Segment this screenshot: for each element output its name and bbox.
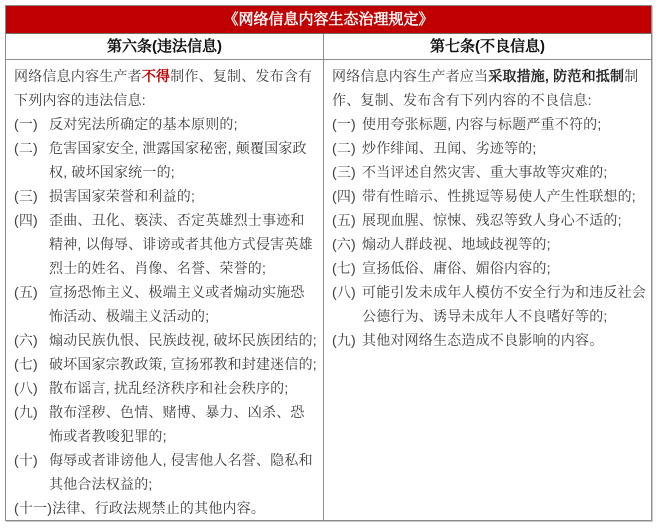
list-item <box>332 256 646 280</box>
item-number: (一) <box>332 116 356 132</box>
item-number: (三) <box>14 188 38 204</box>
list-item <box>14 496 318 520</box>
item-number: (二) <box>14 140 38 156</box>
intro-emphasis: 采取措施, 防范和抵制 <box>488 68 625 84</box>
item-number: (七) <box>14 356 38 372</box>
list-item <box>332 232 646 256</box>
item-number: (六) <box>14 332 38 348</box>
list-item <box>332 280 646 328</box>
column-header-row <box>6 34 651 60</box>
list-item <box>14 376 318 400</box>
item-number: (二) <box>332 140 356 156</box>
item-text: 可能引发未成年人模仿不安全行为和违反社会公德行为、诱导未成年人不良嗜好等的; <box>362 284 646 324</box>
item-number: (十一) <box>14 500 53 516</box>
column-header-article6: 第六条(违法信息) <box>6 34 323 59</box>
item-number: (一) <box>14 116 38 132</box>
item-text: 损害国家荣誉和利益的; <box>49 188 196 204</box>
intro-emphasis: 不得 <box>141 68 171 84</box>
item-text: 破坏国家宗教政策, 宣扬邪教和封建迷信的; <box>49 356 317 372</box>
list-item <box>332 328 646 352</box>
item-text: 煽动民族仇恨、民族歧视, 破坏民族团结的; <box>49 332 317 348</box>
table-body-row <box>6 60 651 520</box>
item-text: 散布淫秽、色情、赌博、暴力、凶杀、恐怖或者教唆犯罪的; <box>49 404 305 444</box>
list-item <box>332 160 646 184</box>
item-number: (九) <box>14 404 38 420</box>
list-item <box>332 112 646 136</box>
item-number: (四) <box>332 188 356 204</box>
intro-paragraph <box>14 64 318 112</box>
intro-paragraph <box>332 64 646 112</box>
item-text: 炒作绯闻、丑闻、劣迹等的; <box>362 140 537 156</box>
item-text: 法律、行政法规禁止的其他内容。 <box>52 500 266 516</box>
list-item <box>332 208 646 232</box>
item-text: 不当评述自然灾害、重大事故等灾难的; <box>362 164 608 180</box>
list-item <box>14 328 318 352</box>
intro-text: 网络信息内容生产者 <box>14 68 142 84</box>
column-header-article7: 第七条(不良信息) <box>323 34 651 59</box>
article7-cell <box>323 60 651 520</box>
item-number: (七) <box>332 260 356 276</box>
list-item <box>332 184 646 208</box>
item-text: 宣扬低俗、庸俗、媚俗内容的; <box>362 260 551 276</box>
item-number: (十) <box>14 452 38 468</box>
item-text: 歪曲、丑化、亵渎、否定英雄烈士事迹和精神, 以侮辱、诽谤或者其他方式侵害英雄烈士的姓名、肖像、名誉、荣誉的; <box>49 212 313 276</box>
list-item <box>14 448 318 496</box>
intro-text: 网络信息内容生产者应当 <box>332 68 489 84</box>
item-number: (五) <box>332 212 356 228</box>
list-item <box>14 208 318 280</box>
item-text: 煽动人群歧视、地域歧视等的; <box>362 236 551 252</box>
intro-text: 制作、复制、发布含有下列内容的不良信息: <box>332 68 639 108</box>
item-text: 带有性暗示、性挑逗等易使人产生性联想的; <box>362 188 636 204</box>
item-text: 其他对网络生态造成不良影响的内容。 <box>362 332 604 348</box>
item-number: (八) <box>14 380 38 396</box>
list-item <box>332 136 646 160</box>
intro-text: 制作、复制、发布含有下列内容的违法信息: <box>14 68 313 108</box>
regulation-table <box>5 5 652 521</box>
item-number: (四) <box>14 212 38 228</box>
list-item <box>14 280 318 328</box>
item-text: 侮辱或者诽谤他人, 侵害他人名誉、隐私和其他合法权益的; <box>49 452 313 492</box>
item-number: (九) <box>332 332 356 348</box>
item-text: 使用夸张标题, 内容与标题严重不符的; <box>362 116 602 132</box>
list-item <box>14 112 318 136</box>
table-title-bar <box>6 6 651 34</box>
page-title: 《网络信息内容生态治理规定》 <box>223 11 434 28</box>
item-number: (五) <box>14 284 38 300</box>
item-text: 展现血腥、惊悚、残忍等致人身心不适的; <box>362 212 622 228</box>
list-item <box>14 352 318 376</box>
list-item <box>14 136 318 184</box>
item-number: (八) <box>332 284 356 300</box>
item-number: (三) <box>332 164 356 180</box>
list-item <box>14 400 318 448</box>
item-number: (六) <box>332 236 356 252</box>
list-item <box>14 184 318 208</box>
article6-cell <box>6 60 323 520</box>
clause-list <box>332 112 646 352</box>
item-text: 宣扬恐怖主义、极端主义或者煽动实施恐怖活动、极端主义活动的; <box>49 284 305 324</box>
item-text: 危害国家安全, 泄露国家秘密, 颠覆国家政权, 破坏国家统一的; <box>49 140 307 180</box>
item-text: 散布谣言, 扰乱经济秩序和社会秩序的; <box>49 380 289 396</box>
item-text: 反对宪法所确定的基本原则的; <box>49 116 238 132</box>
clause-list <box>14 112 318 520</box>
